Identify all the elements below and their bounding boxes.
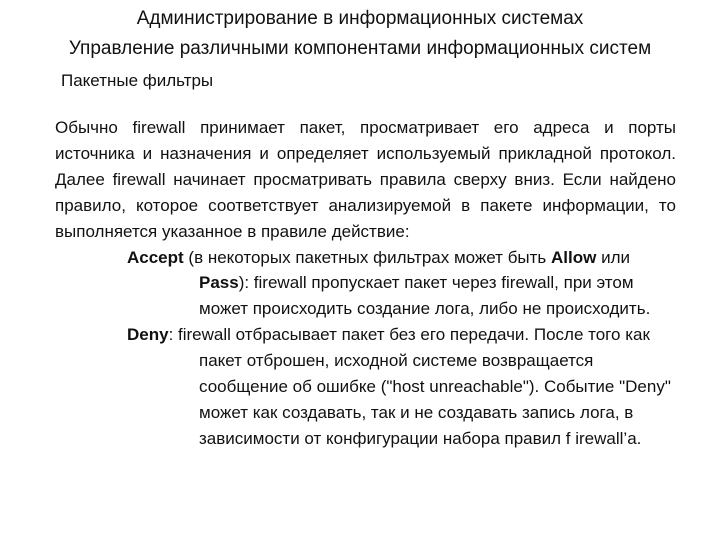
section-heading: Пакетные фильтры [61,71,214,90]
accept-term: Accept [127,247,184,267]
allow-term: Allow [551,247,597,267]
page-title: Администрирование в информационных системах [136,8,584,29]
deny-text: : firewall отбрасывает пакет без его передачи. После того как пакет отброшен, исходной системе возвращается сообщение об ошибке ("host unreachable"). Событие "Deny" может как создавать, так и не создавать запись лога, в зависимости от конфигурации набора правил f irewall’a. [168,325,671,448]
accept-text-2: или [596,247,630,267]
deny-definition [55,322,676,452]
page-subtitle: Управление различными компонентами информационных систем [68,38,652,59]
accept-definition [55,245,676,323]
accept-text-1: (в некоторых пакетных фильтрах может быть [183,247,552,267]
intro-paragraph: Обычно firewall принимает пакет, просматривает его адреса и порты источника и назначения и определяет используемый прикладной протокол. Далее firewall начинает просматривать правила сверху вниз. Если найдено правило, которое соответствует анализируемой в пакете информации, то выполняется указанное в правиле действие: [55,118,676,241]
body-text [55,115,676,452]
pass-term: Pass [199,273,239,293]
deny-term: Deny [127,325,169,345]
accept-text-3: ): firewall пропускает пакет через firewall, при этом может происходить создание лога, либо не происходить. [199,273,651,319]
